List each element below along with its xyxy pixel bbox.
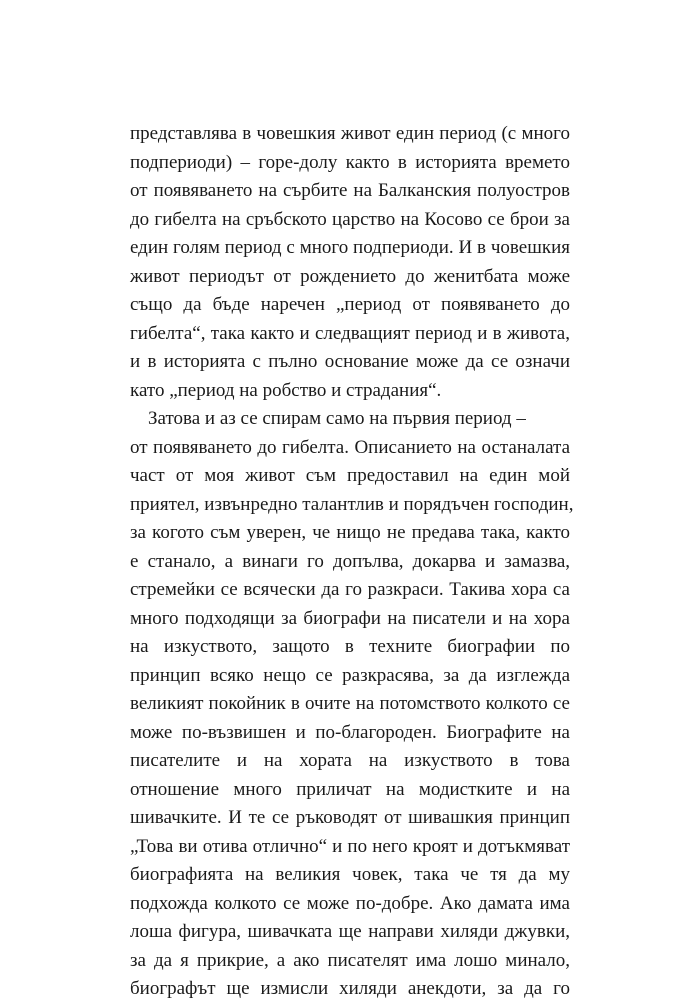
text-line: стремейки се всячески да го разкраси. Такива хора са [130,579,570,600]
text-line: приятел, извънредно талантлив и порядъчен господин, [130,493,574,515]
text-line: подхожда колкото се може по-добре. Ако дамата има [130,892,570,914]
text-line: шивачките. И те се ръководят от шивашкия принцип [130,807,570,828]
text-line: като „период на робство и страдания“. [130,379,442,401]
text-line: живот периодът от рождението до женитбата може [130,265,570,287]
text-line: може по-възвишен и по-благороден. Биографите на [130,721,570,743]
text-line: „Това ви отива отлично“ и по него кроят и дотъкмяват [130,835,570,857]
text-line: принцип всяко нещо се разкрасява, за да изглежда [130,664,570,686]
text-line: е станало, а винаги го допълва, докарва и замазва, [130,550,570,572]
text-line: представлява в човешкия живот един период (с много [130,123,570,144]
text-line: част от моя живот съм предоставил на един мой [130,465,570,486]
text-line: много подходящи за биографи на писатели и на хора [130,607,570,629]
text-line: отношение много приличат на модистките и на [130,778,570,800]
body-text [130,120,574,1004]
text-line: великият покойник в очите на потомството колкото се [130,693,570,714]
text-line: на изкуството, защото в техните биографии по [130,636,570,657]
text-line: също да бъде наречен „период от появяването до [130,294,570,315]
paragraph-first-line: Затова и аз се спирам само на първия период – [148,408,526,429]
text-line: подпериоди) – горе-долу както в историята времето [130,151,570,173]
text-line: лоша фигура, шивачката ще направи хиляди джувки, [130,921,570,942]
text-line: един голям период с много подпериоди. И в човешкия [130,237,570,258]
text-line: писателите и на хората на изкуството в това [130,750,570,771]
text-line: биографията на великия човек, така че тя да му [130,864,570,885]
text-line: за да я прикрие, а ако писателят има лошо минало, [130,949,570,971]
text-line: за когото съм уверен, че нищо не предава така, както [130,522,570,543]
text-line: гибелта“, така както и следващият период и в живота, [130,322,570,344]
text-line: от появяването до гибелта. Описанието на останалата [130,436,570,458]
text-line: и в историята с пълно основание може да се означи [130,351,570,372]
text-line: до гибелта на сръбското царство на Косово се брои за [130,208,570,230]
text-line: биографът ще измисли хиляди анекдоти, за да го [130,978,570,999]
text-line: от появяването на сърбите на Балканския полуостров [130,180,570,201]
